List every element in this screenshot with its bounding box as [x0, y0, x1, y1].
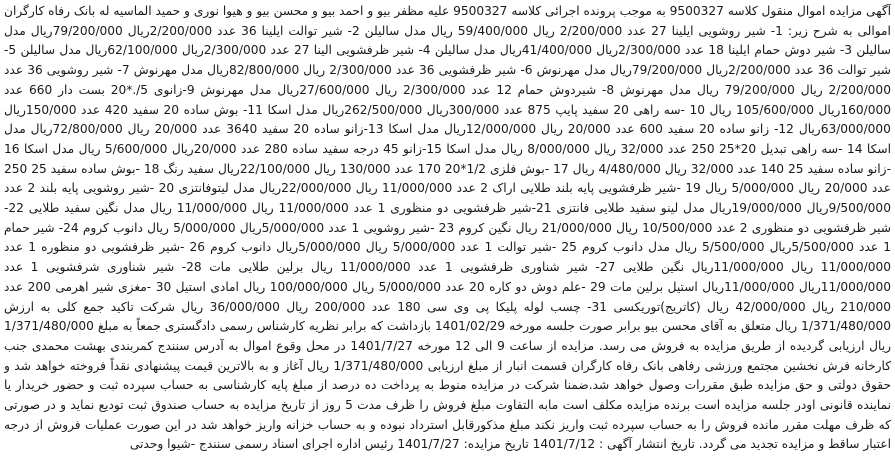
auction-notice: [4, 2, 891, 469]
auction-notice-text: آگهی مزایده اموال منقول کلاسه 9500327 به موجب پرونده اجرائی کلاسه 9500327 علیه مظفر بیو و احمد بیو و محسن بیو و هیوا نوری و حمید الماسیه له بانک رفاه کارگران اموالی به شرح زیر: 1- شیر روشویی ایلینا 27 عدد 2/200/000 ریال 59/400/000 ریال مدل سالیلن 2- شیر توالت ایلینا 36 عدد 2/200/000ریال 79/200/000ریال مدل سالیلن 3- شیر دوش حمام ایلینا 18 عدد 2/300/000ریال 41/400/000ریال مدل سالیلن 4- شیر ظرفشویی الینا 27 عدد 2/300/000ریال 62/100/000ریال مدل سالیلن 5- شیر توالت 36 عدد 2/200/000ریال 79/200/000ریال مدل مهرنوش 6- شیر ظرفشویی 36 عدد 2/300/000 ریال 82/800/000ریال مدل مهرنوش 7- شیر روشویی 36 عدد 2/200/000 ریال 79/200/000 ریال مدل مهرنوش 8- شیردوش حمام 12 عدد 2/300/000 ریال 27/600/000ریال مدل مهرنوش 9-زانوی 5/.*20 بست دار 660 عدد 160/000ریال 105/600/000 ریال 10 -سه راهی 20 سفید پایپ 875 عدد 300/000ریال 262/500/000ریال مدل اسکا 11- بوش ساده 20 سفید 420 عدد 150/000ریال 63/000/000ریال 12- زانو ساده 20 سفید 600 عدد 20/000 ریال 12/000/000ریال مدل اسکا 13-زانو ساده 20 سفید 3640 عدد 20/000 ریال 72/800/000ریال مدل اسکا 14 -سه راهی تبدیل 20*25 250 عدد 32/000 ریال 8/000/000 ریال مدل اسکا 15-زانو 45 درجه سفید ساده 280 عدد 20/000ریال 5/600/000 ریال مدل اسکا 16 -زانو ساده سفید 25 140 عدد 32/000 ریال 4/480/000 ریال 17 -بوش فلزی 1/2*20 170 عدد 130/000 ریال 22/100/000ریال سفید رنگ 18 -بوش ساده سفید 25 250 عدد 20/000 ریال 5/000/000 ریال 19 -شیر ظرفشویی پایه بلند طلایی اراک 2 عدد 11/000/000 ریال 22/000/000ریال مدل لیتوفانتزی 20 -شیر روشویی پایه بلند 2 عدد 9/500/000ریال 19/000/000ریال مدل لینو سفید طلایی فانتزی 21-شیر ظرفشویی دو منظوری 1 عدد 11/000/000 ریال 11/000/000 ریال مدل نگین سفید طلایی 22- شیر ظرفشویی دو منظوری 2 عدد 10/500/000 ریال 21/000/000 ریال نگین کروم 23 -شیر روشویی 1 عدد 5/000/000ریال 5/000/000 ریال دانوب کروم 24- شیر حمام 1 عدد 5/500/000ریال 5/500/000 ریال مدل دانوب کروم 25 -شیر توالت 1 عدد 5/000/000 ریال 5/000/000ریال دانوب کروم 26 -شیر ظرفشویی دو منظوره 1 عدد 11/000/000 ریال 11/000/000ریال نگین طلایی 27- شیر شناوری ظرفشویی 1 عدد 11/000/000 ریال برلین طلایی مات 28- شیر شناوری شرفشویی 1 عدد 11/000/000ریال 11/000/000ریال استیل برلین مات 29 -علم دوش دو کاره 20 عدد 5/000/000 ریال 100/000/000 ریال امادی استیل 30 -مغزی شیر اهرمی 200 عدد 210/000 ریال 42/000/000 ریال (کاتریج)توریکسی 31- چسب لوله پلیکا پی وی سی 180 عدد 200/000 ریال 36/000/000 ریال شرکت تاکید جمع کلی به ارزش 1/371/480/000 ریال متعلق به آقای محسن بیو برابر صورت جلسه مورخه 1401/02/29 بازداشت که برابر نظریه کارشناس رسمی دادگستری جمعاً به مبلغ 1/371/480/000 ریال ارزیابی گردیده از طریق مزایده به فروش می رسد. مزایده از ساعت 9 الی 12 مورخه 1401/7/27 در محل وقوع اموال به آدرس سنندج کمربندی بهشت محمدی جنب کارخانه فرش نخشین مجتمع ورزشی رفاهی بانک رفاه کارگران قسمت انبار از مبلغ ارزیابی 1/371/480/000 ریال آغاز و به بالاترین قیمت پیشنهادی نقداً فروخته خواهد شد و حقوق دولتی و حق مزایده طبق مقررات وصول خواهد شد.ضمنا شرکت در مزایده منوط به پرداخت ده درصد از مبلغ پایه کارشناسی به حساب سپرده ثبت و حضور خریدار یا نماینده قانونی اودر جلسه مزایده است برنده مزایده مکلف است مابه التفاوت مبلغ فروش را ظرف مدت 5 روز از تاریخ مزایده به حساب صندوق ثبت تودیع نماید و در صورتی که ظرف مهلت مقرر مانده فروش را به حساب سپرده ثبت واریز نکند مبلغ مذکورقابل استرداد نبوده و به حساب خزانه واریز خواهد شد در این صورت عملیات فروش از درجه اعتبار ساقط و مزایده تجدید می گردد. تاریخ انتشار آگهی : 1401/7/12 تاریخ مزایده: 1401/7/27 رئیس اداره اجرای اسناد رسمی سنندج -شیوا وحدتی: [4, 4, 891, 452]
